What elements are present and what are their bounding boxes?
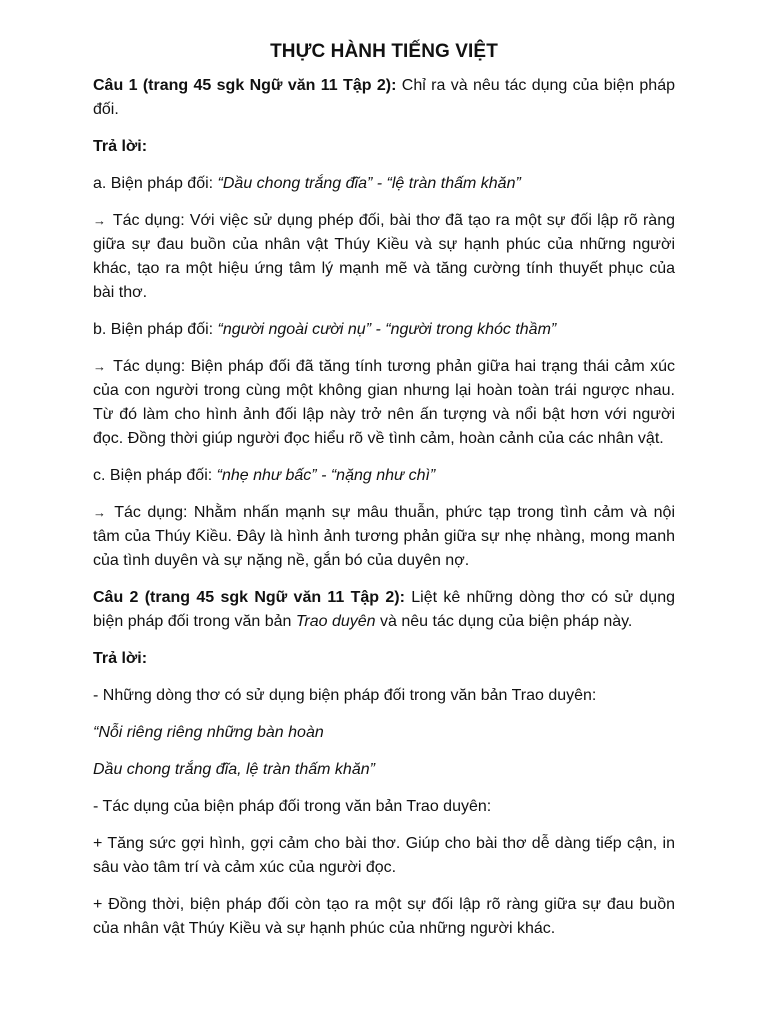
- device-c-effect-text: Tác dụng: Nhằm nhấn mạnh sự mâu thuẫn, phức tạp trong tình cảm và nội tâm của Thúy Kiều. Đây là hình ảnh tương phản giữa sự nhẹ nhàng, mong manh của tình duyên và sự nặng nề, gắn bó của duyên nợ.: [93, 504, 675, 569]
- answer-label-2: [93, 647, 675, 671]
- device-c-prefix: c. Biện pháp đối:: [93, 467, 217, 484]
- question-1: [93, 74, 675, 122]
- device-b-effect: [93, 355, 675, 451]
- verse-line-2-text: Dầu chong trắng đĩa, lệ tràn thấm khăn”: [93, 761, 375, 778]
- answer-label-1: [93, 135, 675, 159]
- document-title: THỰC HÀNH TIẾNG VIỆT: [270, 41, 498, 62]
- question-2-label: Câu 2 (trang 45 sgk Ngữ văn 11 Tập 2):: [93, 589, 405, 606]
- device-b-quote: “người ngoài cười nụ” - “người trong khóc thầm”: [217, 321, 557, 338]
- device-a-prefix: a. Biện pháp đối:: [93, 175, 218, 192]
- answer-label-2-text: Trả lời:: [93, 650, 148, 667]
- question-2-text-after: và nêu tác dụng của biện pháp này.: [375, 613, 633, 630]
- device-c-quote: “nhẹ như bấc” - “nặng như chì”: [216, 467, 436, 484]
- question-1-text: Chỉ ra và nêu tác dụng của biện pháp đối.: [93, 77, 675, 118]
- question-1-label: Câu 1 (trang 45 sgk Ngữ văn 11 Tập 2):: [93, 77, 397, 94]
- answer-label-1-text: Trả lời:: [93, 138, 148, 155]
- arrow-icon: →: [93, 213, 106, 228]
- effect-intro: - Tác dụng của biện pháp đối trong văn bản Trao duyên:: [93, 798, 492, 815]
- arrow-icon: →: [93, 505, 106, 520]
- verse-line-1: [93, 721, 675, 745]
- device-a-effect-text: Tác dụng: Với việc sử dụng phép đối, bài thơ đã tạo ra một sự đối lập rõ ràng giữa sự đau buồn của nhân vật Thúy Kiều và sự hạnh phúc của những người khác, tạo ra một hiệu ứng tâm lý mạnh mẽ và tăng cường tính thuyết phục của bài thơ.: [93, 212, 675, 301]
- arrow-icon: →: [93, 359, 106, 374]
- device-a-quote: “Dầu chong trắng đĩa” - “lệ tràn thấm khăn”: [217, 175, 521, 192]
- question-2-text-before: Liệt kê những dòng thơ có sử dụng biện pháp đối trong văn bản: [93, 589, 675, 630]
- device-b-prefix: b. Biện pháp đối:: [93, 321, 218, 338]
- device-b: [93, 318, 675, 342]
- device-c: [93, 464, 675, 488]
- effect-point-1: + Tăng sức gợi hình, gợi cảm cho bài thơ. Giúp cho bài thơ dễ dàng tiếp cận, in sâu vào tâm trí và cảm xúc của người đọc.: [93, 835, 675, 876]
- device-b-effect-text: Tác dụng: Biện pháp đối đã tăng tính tương phản giữa hai trạng thái cảm xúc của con người trong cùng một không gian nhưng lại hoàn toàn trái ngược nhau. Từ đó làm cho hình ảnh đối lập này trở nên ấn tượng và nổi bật hơn với người đọc. Đồng thời giúp người đọc hiểu rõ về tình cảm, hoàn cảnh của các nhân vật.: [93, 358, 675, 447]
- verse-line-1-text: “Nỗi riêng riêng những bàn hoàn: [93, 724, 324, 741]
- device-a: [93, 172, 675, 196]
- verse-line-2: [93, 758, 675, 782]
- device-c-effect: [93, 501, 675, 573]
- question-2-work-title: Trao duyên: [295, 613, 376, 630]
- effect-point-2: + Đồng thời, biện pháp đối còn tạo ra một sự đối lập rõ ràng giữa sự đau buồn của nhân vật Thúy Kiều và sự hạnh phúc của những người khác.: [93, 896, 675, 937]
- lines-intro: - Những dòng thơ có sử dụng biện pháp đối trong văn bản Trao duyên:: [93, 687, 597, 704]
- question-2: [93, 586, 675, 634]
- device-a-effect: [93, 209, 675, 305]
